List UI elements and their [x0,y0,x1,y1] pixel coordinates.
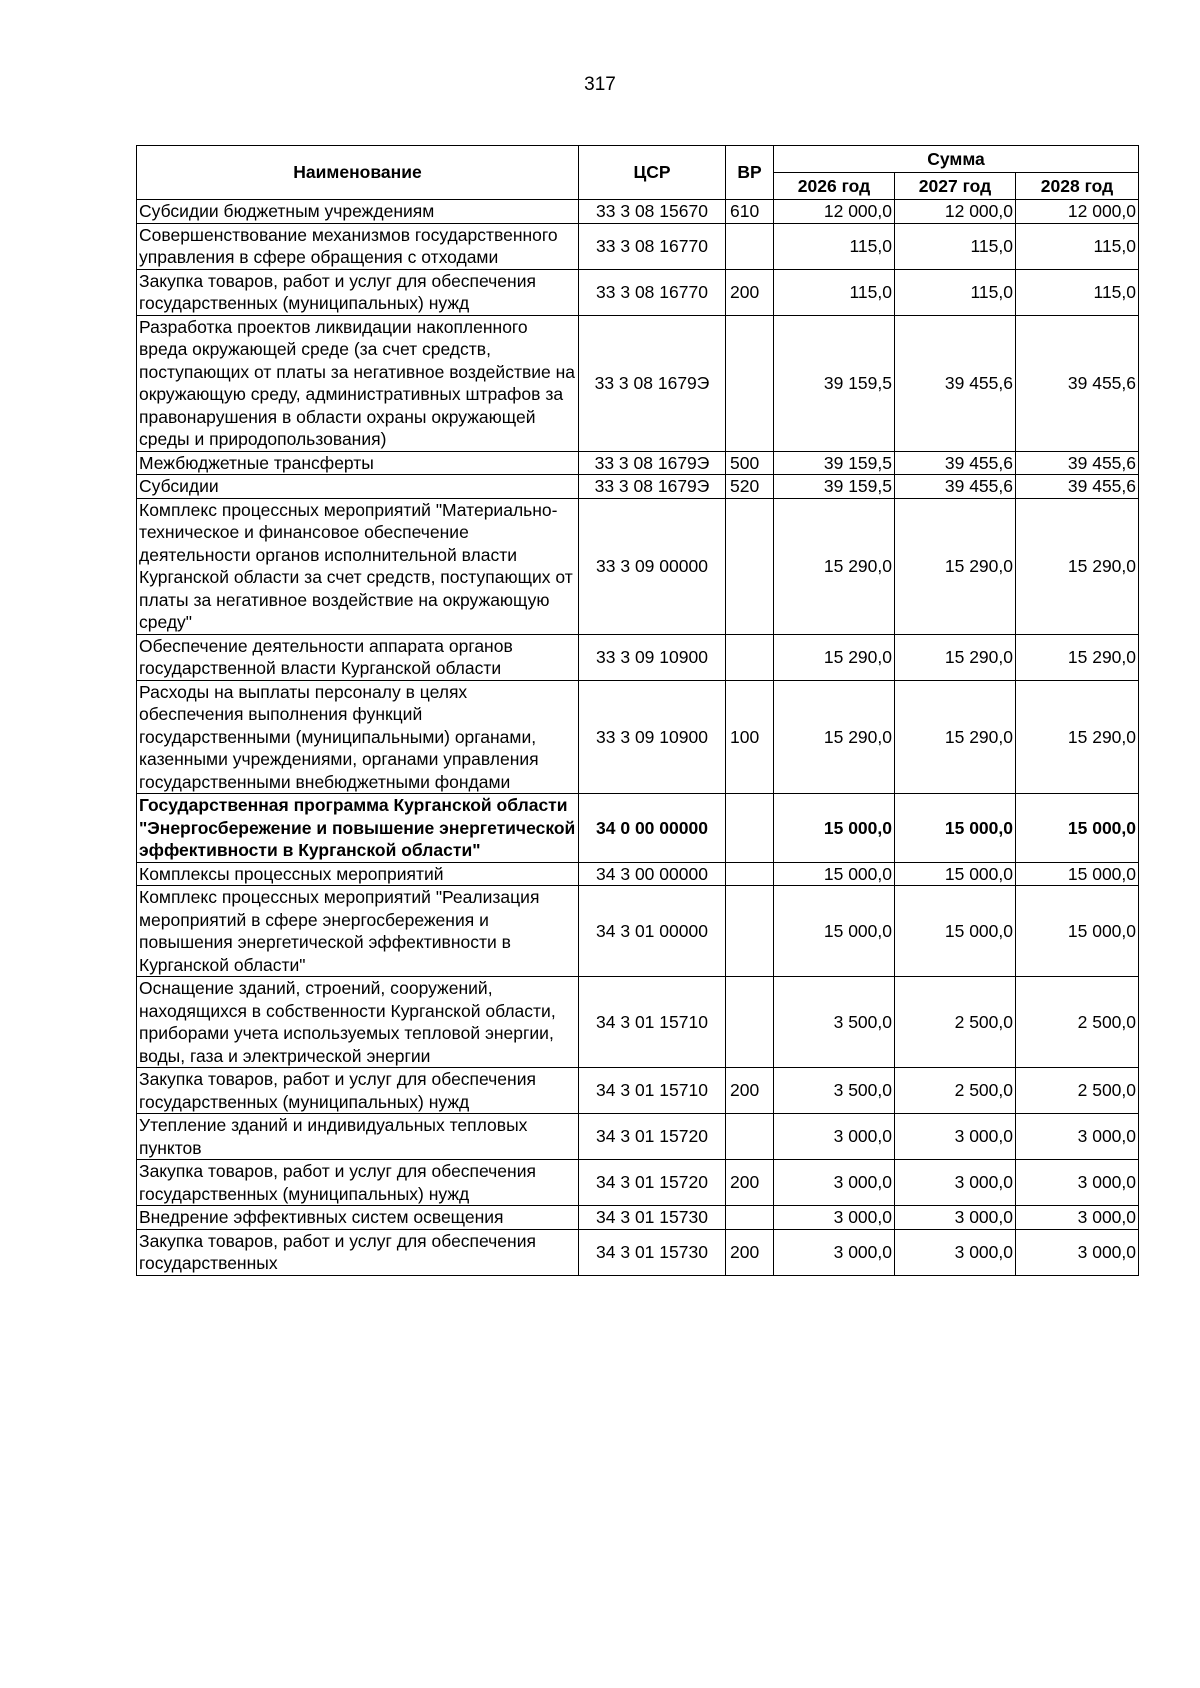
row-sum-2026: 12 000,0 [774,200,895,224]
row-csr: 34 3 01 15710 [579,977,726,1068]
row-name: Обеспечение деятельности аппарата органов государственной власти Курганской области [137,634,579,680]
row-sum-2028: 3 000,0 [1016,1114,1139,1160]
row-vr [726,498,774,634]
row-sum-2027: 15 000,0 [895,862,1016,886]
row-sum-2027: 12 000,0 [895,200,1016,224]
row-sum-2027: 3 000,0 [895,1114,1016,1160]
row-sum-2027: 2 500,0 [895,1068,1016,1114]
row-vr: 200 [726,1068,774,1114]
row-csr: 34 3 01 15730 [579,1206,726,1230]
row-vr [726,977,774,1068]
row-csr: 33 3 08 16770 [579,223,726,269]
row-sum-2026: 115,0 [774,223,895,269]
row-sum-2026: 3 000,0 [774,1160,895,1206]
header-name: Наименование [137,146,579,200]
row-vr [726,223,774,269]
row-csr: 33 3 08 1679Э [579,451,726,475]
row-sum-2027: 15 290,0 [895,498,1016,634]
row-sum-2026: 15 000,0 [774,886,895,977]
row-csr: 34 3 01 15720 [579,1160,726,1206]
row-sum-2026: 115,0 [774,269,895,315]
table-row [137,200,1139,224]
row-csr: 34 0 00 00000 [579,794,726,863]
row-name: Субсидии бюджетным учреждениям [137,200,579,224]
row-name: Государственная программа Курганской области "Энергосбережение и повышение энергетической эффективности в Курганской области" [137,794,579,863]
row-sum-2027: 2 500,0 [895,977,1016,1068]
row-name: Закупка товаров, работ и услуг для обеспечения государственных (муниципальных) нужд [137,1068,579,1114]
row-sum-2026: 39 159,5 [774,451,895,475]
row-sum-2027: 3 000,0 [895,1160,1016,1206]
row-sum-2028: 3 000,0 [1016,1206,1139,1230]
table-row [137,977,1139,1068]
header-csr: ЦСР [579,146,726,200]
row-sum-2027: 3 000,0 [895,1229,1016,1275]
row-name: Комплекс процессных мероприятий "Реализация мероприятий в сфере энергосбережения и повышения энергетической эффективности в Курганской области" [137,886,579,977]
table-row [137,1206,1139,1230]
row-csr: 34 3 01 15710 [579,1068,726,1114]
row-sum-2027: 15 290,0 [895,634,1016,680]
row-sum-2028: 15 000,0 [1016,862,1139,886]
row-vr [726,1206,774,1230]
row-csr: 34 3 00 00000 [579,862,726,886]
row-csr: 33 3 08 1679Э [579,475,726,499]
row-vr: 100 [726,680,774,794]
row-csr: 34 3 01 00000 [579,886,726,977]
row-sum-2028: 15 290,0 [1016,680,1139,794]
header-year-2027: 2027 год [895,173,1016,200]
table-row [137,315,1139,451]
row-name: Субсидии [137,475,579,499]
row-sum-2027: 39 455,6 [895,451,1016,475]
row-vr [726,634,774,680]
row-sum-2028: 39 455,6 [1016,315,1139,451]
row-vr: 200 [726,1160,774,1206]
row-csr: 33 3 08 1679Э [579,315,726,451]
row-name: Совершенствование механизмов государственного управления в сфере обращения с отходами [137,223,579,269]
row-vr: 200 [726,1229,774,1275]
table-row [137,1229,1139,1275]
row-vr: 200 [726,269,774,315]
row-sum-2026: 15 000,0 [774,794,895,863]
row-sum-2027: 15 000,0 [895,794,1016,863]
row-csr: 33 3 09 00000 [579,498,726,634]
table-row [137,451,1139,475]
row-sum-2028: 15 290,0 [1016,498,1139,634]
table-row [137,1114,1139,1160]
row-name: Комплекс процессных мероприятий "Материально-техническое и финансовое обеспечение деятельности органов исполнительной власти Курганской области за счет средств, поступающих от платы за негативное воздействие на окружающую среду" [137,498,579,634]
row-csr: 33 3 09 10900 [579,680,726,794]
row-sum-2026: 3 000,0 [774,1229,895,1275]
row-sum-2026: 15 290,0 [774,680,895,794]
table-row [137,862,1139,886]
table-row [137,1068,1139,1114]
row-sum-2027: 15 290,0 [895,680,1016,794]
row-vr [726,886,774,977]
row-sum-2027: 39 455,6 [895,315,1016,451]
header-sum: Сумма [774,146,1139,173]
row-name: Внедрение эффективных систем освещения [137,1206,579,1230]
row-name: Закупка товаров, работ и услуг для обеспечения государственных (муниципальных) нужд [137,1160,579,1206]
row-name: Оснащение зданий, строений, сооружений, находящихся в собственности Курганской области, приборами учета используемых тепловой энергии, воды, газа и электрической энергии [137,977,579,1068]
row-sum-2027: 115,0 [895,223,1016,269]
table-row [137,269,1139,315]
row-sum-2028: 15 000,0 [1016,794,1139,863]
table-row [137,475,1139,499]
table-row [137,634,1139,680]
row-sum-2027: 15 000,0 [895,886,1016,977]
row-sum-2028: 39 455,6 [1016,475,1139,499]
row-sum-2026: 3 500,0 [774,1068,895,1114]
row-sum-2026: 39 159,5 [774,315,895,451]
row-sum-2027: 39 455,6 [895,475,1016,499]
row-vr [726,862,774,886]
row-name: Межбюджетные трансферты [137,451,579,475]
row-vr: 500 [726,451,774,475]
row-sum-2028: 115,0 [1016,223,1139,269]
table-row [137,886,1139,977]
row-vr: 520 [726,475,774,499]
row-csr: 33 3 08 16770 [579,269,726,315]
row-vr [726,315,774,451]
row-sum-2028: 15 000,0 [1016,886,1139,977]
table-row [137,498,1139,634]
row-csr: 33 3 08 15670 [579,200,726,224]
table-row [137,794,1139,863]
row-name: Комплексы процессных мероприятий [137,862,579,886]
row-sum-2028: 12 000,0 [1016,200,1139,224]
row-name: Закупка товаров, работ и услуг для обеспечения государственных (муниципальных) нужд [137,269,579,315]
row-sum-2026: 3 000,0 [774,1206,895,1230]
row-sum-2026: 39 159,5 [774,475,895,499]
header-year-2028: 2028 год [1016,173,1139,200]
header-year-2026: 2026 год [774,173,895,200]
row-sum-2026: 3 500,0 [774,977,895,1068]
page-number: 317 [584,74,616,95]
row-sum-2027: 115,0 [895,269,1016,315]
table-row [137,1160,1139,1206]
row-vr [726,1114,774,1160]
row-sum-2026: 15 290,0 [774,498,895,634]
row-vr [726,794,774,863]
row-name: Утепление зданий и индивидуальных тепловых пунктов [137,1114,579,1160]
row-sum-2026: 15 000,0 [774,862,895,886]
row-vr: 610 [726,200,774,224]
header-row [137,146,1139,173]
budget-table [136,145,1139,1276]
row-sum-2026: 3 000,0 [774,1114,895,1160]
row-sum-2028: 15 290,0 [1016,634,1139,680]
table-row [137,223,1139,269]
row-csr: 34 3 01 15730 [579,1229,726,1275]
row-name: Закупка товаров, работ и услуг для обеспечения государственных [137,1229,579,1275]
row-sum-2028: 2 500,0 [1016,977,1139,1068]
row-name: Разработка проектов ликвидации накопленного вреда окружающей среде (за счет средств, поступающих от платы за негативное воздействие на окружающую среду, административных штрафов за правонарушения в области охраны окружающей среды и природопользования) [137,315,579,451]
row-sum-2028: 3 000,0 [1016,1160,1139,1206]
header-vr: ВР [726,146,774,200]
row-csr: 33 3 09 10900 [579,634,726,680]
row-sum-2027: 3 000,0 [895,1206,1016,1230]
row-name: Расходы на выплаты персоналу в целях обеспечения выполнения функций государственными (муниципальными) органами, казенными учреждениями, органами управления государственными внебюджетными фондами [137,680,579,794]
row-csr: 34 3 01 15720 [579,1114,726,1160]
table-row [137,680,1139,794]
row-sum-2028: 3 000,0 [1016,1229,1139,1275]
row-sum-2028: 115,0 [1016,269,1139,315]
row-sum-2026: 15 290,0 [774,634,895,680]
row-sum-2028: 2 500,0 [1016,1068,1139,1114]
row-sum-2028: 39 455,6 [1016,451,1139,475]
